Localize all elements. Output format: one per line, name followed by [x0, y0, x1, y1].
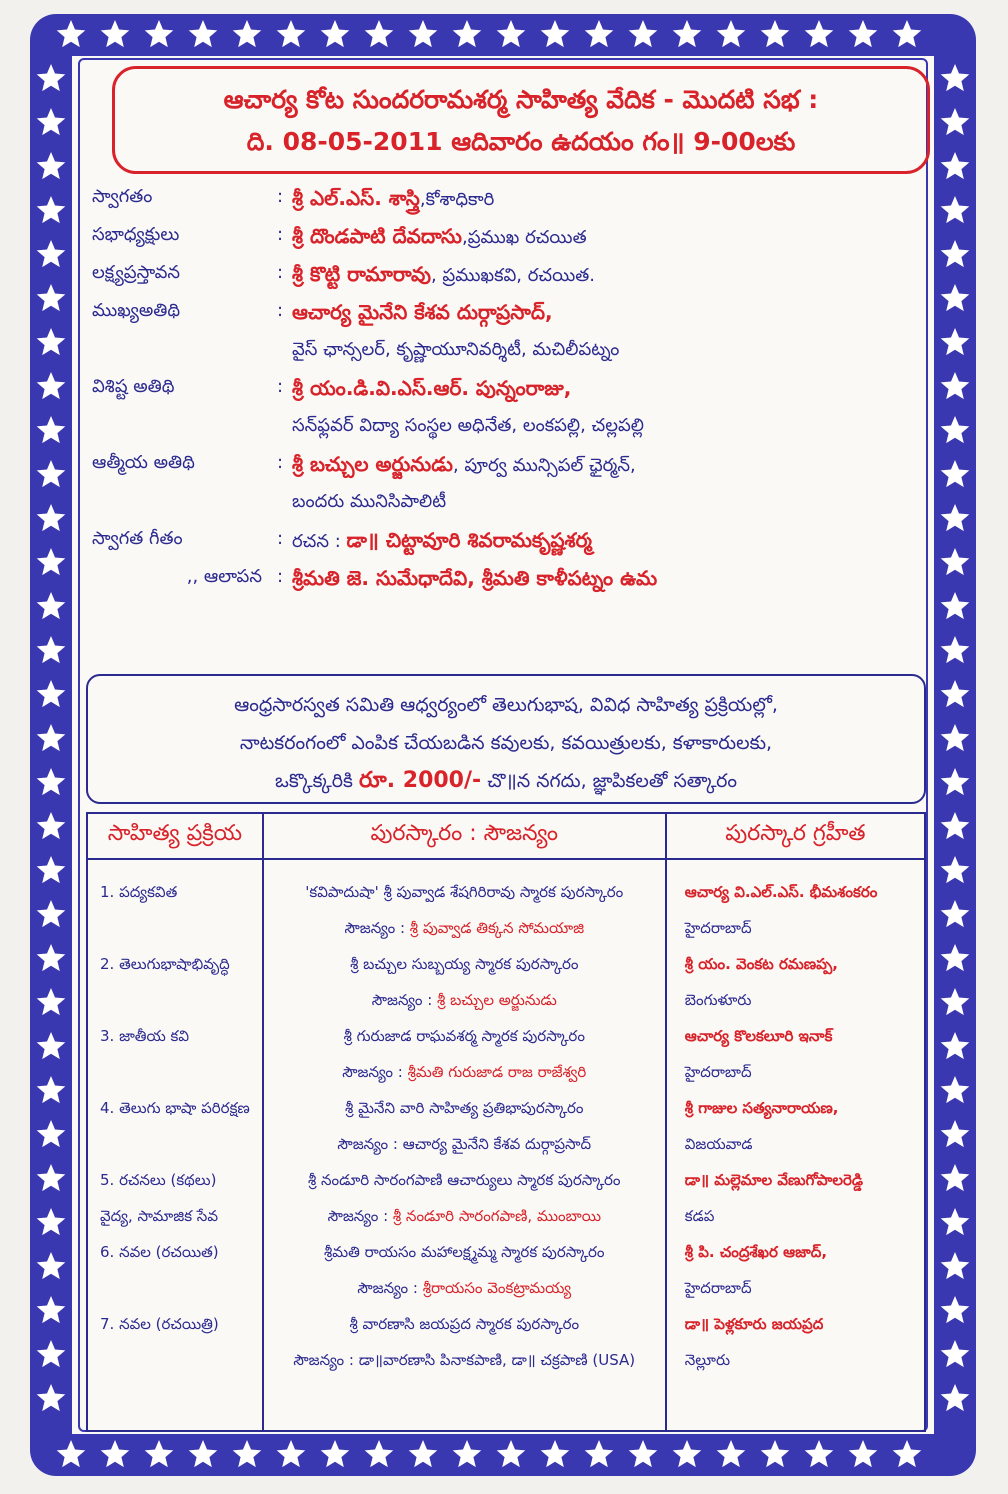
recipient-cell: ఆచార్య కొలకలూరి ఇనాక్	[684, 1027, 833, 1045]
genre-cell: 7. నవల (రచయిత్రి)	[100, 1315, 219, 1333]
recipient-cell: హైదరాబాద్	[684, 919, 752, 937]
genre-cell: 6. నవల (రచయిత)	[100, 1243, 219, 1261]
info-line: ఒక్కొక్కరికి రూ. 2000/- చొ॥న నగదు, జ్ఞాపికలతో సత్కారం	[274, 768, 738, 793]
award-sponsor-cell: శ్రీ నండూరి సారంగపాణి ఆచార్యులు స్మారక పురస్కారం	[307, 1171, 621, 1189]
recipient-cell: శ్రీ పి. చంద్రశేఖర ఆజాద్,	[684, 1243, 828, 1261]
genre-cell	[88, 1342, 262, 1378]
award-sponsor-cell: సౌజన్యం : శ్రీ పువ్వాడ తిక్కన సోమయాజి	[344, 919, 585, 937]
recipient-cell: డా॥ మల్లెమాల వేణుగోపాలరెడ్డి	[684, 1171, 864, 1189]
genre-cell: 5. రచనలు (కథలు)	[100, 1171, 217, 1189]
genre-cell	[88, 910, 262, 946]
award-sponsor-cell: సౌజన్యం : శ్రీ నండూరి సారంగపాణి, ముంబాయి	[327, 1207, 601, 1225]
event-date: ది. 08-05-2011 ఆదివారం ఉదయం గం॥ 9-00లకు	[246, 127, 796, 156]
recipient-cell: శ్రీ గాజుల సత్యనారాయణ,	[684, 1099, 839, 1117]
awards-table	[86, 812, 926, 1432]
recipient-cell: ఆచార్య వి.ఎల్.ఎస్. భీమశంకరం	[684, 883, 878, 901]
info-line: నాటకరంగంలో ఎంపిక చేయబడిన కవులకు, కవయిత్రులకు, కళాకారులకు,	[239, 732, 773, 754]
genre-cell: 4. తెలుగు భాషా పరిరక్షణ	[100, 1099, 250, 1117]
program-row: సభాధ్యక్షులు : శ్రీ దొండపాటి దేవదాసు,ప్రముఖ రచయిత	[92, 224, 587, 248]
cash-amount: రూ. 2000/-	[359, 768, 482, 793]
program-row: లక్ష్యప్రస్తావన : శ్రీ కొట్టి రామారావు, ప్రముఖకవి, రచయిత.	[92, 262, 595, 286]
program-row: విశిష్ట అతిథి : శ్రీ యం.డి.వి.ఎస్.ఆర్. పున్నంరాజు, సన్‌ఫ్లవర్ విద్యా సంస్థల అధినేత, లంకపల్లి, చల్లపల్లి	[92, 376, 644, 436]
award-sponsor-cell: సౌజన్యం : ఆచార్య మైనేని కేశవ దుర్గాప్రసాద్	[337, 1135, 592, 1153]
program-row: ఆత్మీయ అతిథి : శ్రీ బచ్చుల అర్జునుడు, పూర్వ మున్సిపల్ ఛైర్మన్, బందరు మునిసిపాలిటీ	[92, 452, 636, 512]
award-sponsor-cell: సౌజన్యం : శ్రీరాయసం వెంకట్రామయ్య	[357, 1279, 572, 1297]
award-sponsor-cell: 'కవిపాదుషా' శ్రీ పువ్వాడ శేషగిరిరావు స్మారక పురస్కారం	[305, 883, 624, 901]
column-header: పురస్కార గ్రహీత	[666, 813, 925, 859]
genre-cell: 1. పద్యకవిత	[100, 883, 178, 901]
info-line: ఆంధ్రసారస్వత సమితి ఆధ్వర్యంలో తెలుగుభాష, వివిధ సాహిత్య ప్రక్రియల్లో,	[234, 694, 778, 716]
award-info-box	[86, 674, 926, 804]
genre-cell: 2. తెలుగుభాషాభివృద్ధి	[100, 955, 230, 973]
recipient-cell: కడప	[684, 1207, 715, 1225]
program-row: ,, ఆలాపన : శ్రీమతి జె. సుమేధాదేవి, శ్రీమతి కాళీపట్నం ఉమ	[186, 566, 658, 590]
genre-cell	[88, 1126, 262, 1162]
program-list	[92, 186, 922, 604]
award-sponsor-cell: శ్రీ బచ్చుల సుబ్బయ్య స్మారక పురస్కారం	[350, 955, 579, 973]
genre-cell: వైద్య, సామాజిక సేవ	[100, 1207, 218, 1225]
column-header: పురస్కారం : సౌజన్యం	[263, 813, 666, 859]
award-sponsor-cell: శ్రీ గురుజాడ రాఘవశర్మ స్మారక పురస్కారం	[343, 1027, 585, 1045]
genre-cell	[88, 1270, 262, 1306]
program-row: స్వాగతం : శ్రీ ఎల్.ఎస్. శాస్త్రి,కోశాధికారి	[92, 186, 495, 210]
genre-cell	[88, 982, 262, 1018]
award-sponsor-cell: శ్రీ మైనేని వారి సాహిత్య ప్రతిభాపురస్కారం	[345, 1099, 584, 1117]
program-row: ముఖ్యఅతిథి : ఆచార్య మైనేని కేశవ దుర్గాప్రసాద్, వైస్ ఛాన్సలర్, కృష్ణాయూనివర్శిటీ, మచిలీపట్నం	[92, 300, 620, 360]
recipient-cell: డా॥ పెళ్లకూరు జయప్రద	[684, 1315, 824, 1333]
genre-cell: 3. జాతీయ కవి	[100, 1027, 190, 1045]
award-sponsor-cell: సౌజన్యం : శ్రీమతి గురుజాడ రాజ రాజేశ్వరి	[342, 1063, 587, 1081]
recipient-cell: హైదరాబాద్	[684, 1279, 752, 1297]
event-header	[112, 66, 930, 174]
column-header: సాహిత్య ప్రక్రియ	[87, 813, 263, 859]
recipient-cell: విజయవాడ	[684, 1135, 753, 1153]
genre-cell	[88, 1054, 262, 1090]
program-row: స్వాగత గీతం : రచన : డా॥ చిట్టావూరి శివరామకృష్ణశర్మ	[92, 528, 592, 552]
award-sponsor-cell: శ్రీమతి రాయసం మహాలక్ష్మమ్మ స్మారక పురస్కారం	[324, 1243, 605, 1261]
recipient-cell: శ్రీ యం. వెంకట రమణప్ప,	[684, 955, 838, 973]
award-sponsor-cell: సౌజన్యం : డా॥వారణాసి పినాకపాణి, డా॥ చక్రపాణి (USA)	[293, 1351, 636, 1369]
recipient-cell: బెంగుళూరు	[684, 991, 752, 1009]
recipient-cell: హైదరాబాద్	[684, 1063, 752, 1081]
event-title: ఆచార్య కోట సుందరరామశర్మ సాహిత్య వేదిక - మొదటి సభ :	[223, 85, 819, 114]
award-sponsor-cell: శ్రీ వారణాసి జయప్రద స్మారక పురస్కారం	[349, 1315, 580, 1333]
recipient-cell: నెల్లూరు	[684, 1351, 731, 1369]
award-sponsor-cell: సౌజన్యం : శ్రీ బచ్చుల అర్జునుడు	[371, 991, 557, 1009]
